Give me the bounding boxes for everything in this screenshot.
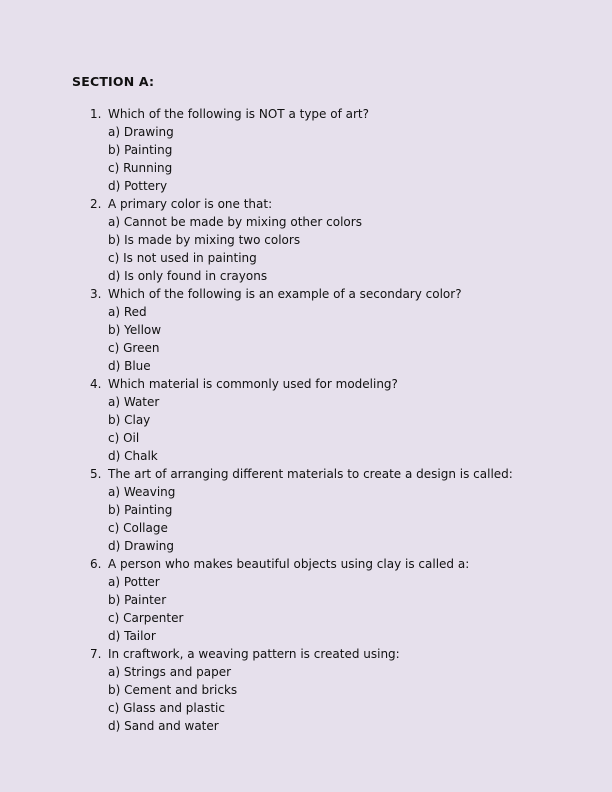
answer-option: b) Is made by mixing two colors [108, 233, 301, 247]
answer-option: b) Painting [108, 503, 173, 517]
question-5 [90, 465, 590, 555]
question-1-line [90, 105, 590, 123]
answer-option: b) Painting [108, 143, 173, 157]
answer-option: c) Running [108, 161, 173, 175]
answer-options [90, 483, 590, 555]
answer-option: a) Weaving [108, 485, 176, 499]
section-title: SECTION A: [72, 74, 155, 89]
question-2-line [90, 195, 590, 213]
answer-options [90, 123, 590, 195]
question-text: Which material is commonly used for modeling? [108, 377, 398, 391]
answer-options [90, 303, 590, 375]
answer-options [90, 573, 590, 645]
question-text: A primary color is one that: [108, 197, 273, 211]
question-2 [90, 195, 590, 285]
question-4-line [90, 375, 590, 393]
question-number: 1. [90, 107, 102, 121]
question-6 [90, 555, 590, 645]
question-number: 5. [90, 467, 102, 481]
question-7-line [90, 645, 590, 663]
answer-option: d) Tailor [108, 629, 156, 643]
answer-option: c) Collage [108, 521, 168, 535]
answer-option: a) Drawing [108, 125, 174, 139]
answer-option: b) Cement and bricks [108, 683, 238, 697]
answer-option: b) Painter [108, 593, 167, 607]
answer-options [90, 213, 590, 285]
answer-option: c) Carpenter [108, 611, 184, 625]
answer-option: c) Glass and plastic [108, 701, 225, 715]
question-7 [90, 645, 590, 735]
answer-option: a) Potter [108, 575, 160, 589]
question-3-line [90, 285, 590, 303]
answer-option: c) Is not used in painting [108, 251, 257, 265]
answer-option: d) Is only found in crayons [108, 269, 268, 283]
answer-option: c) Oil [108, 431, 140, 445]
question-6-line [90, 555, 590, 573]
answer-option: d) Drawing [108, 539, 175, 553]
question-4 [90, 375, 590, 465]
answer-options [90, 663, 590, 735]
question-number: 4. [90, 377, 102, 391]
answer-option: a) Strings and paper [108, 665, 232, 679]
question-text: Which of the following is NOT a type of art? [108, 107, 369, 121]
answer-option: d) Chalk [108, 449, 158, 463]
answer-option: d) Blue [108, 359, 151, 373]
answer-option: c) Green [108, 341, 160, 355]
answer-option: a) Red [108, 305, 147, 319]
answer-options [90, 393, 590, 465]
question-number: 7. [90, 647, 102, 661]
question-5-line [90, 465, 590, 483]
answer-option: d) Pottery [108, 179, 168, 193]
answer-option: b) Yellow [108, 323, 162, 337]
question-text: A person who makes beautiful objects using clay is called a: [108, 557, 470, 571]
answer-option: a) Water [108, 395, 160, 409]
question-number: 3. [90, 287, 102, 301]
question-text: Which of the following is an example of a secondary color? [108, 287, 462, 301]
answer-option: d) Sand and water [108, 719, 219, 733]
question-1 [90, 105, 590, 195]
question-list [90, 105, 590, 735]
answer-option: b) Clay [108, 413, 151, 427]
answer-option: a) Cannot be made by mixing other colors [108, 215, 362, 229]
question-number: 2. [90, 197, 102, 211]
question-text: In craftwork, a weaving pattern is created using: [108, 647, 400, 661]
question-number: 6. [90, 557, 102, 571]
question-text: The art of arranging different materials to create a design is called: [108, 467, 513, 481]
question-3 [90, 285, 590, 375]
